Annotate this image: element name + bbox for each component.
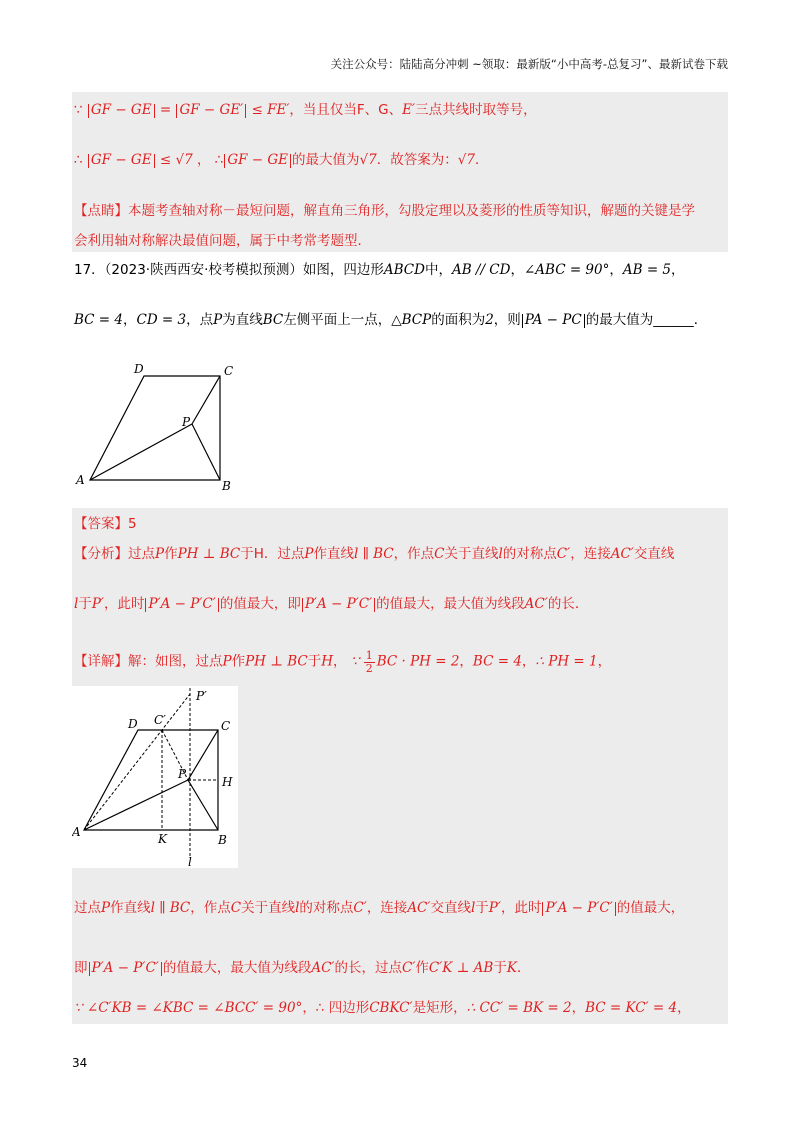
fig2-label-p: P <box>178 767 187 781</box>
fig2-label-b: B <box>218 833 227 847</box>
fig1-label-b: B <box>222 479 231 492</box>
fig2-label-p-prime: P′ <box>196 689 207 703</box>
answer-line: 【答案】5 <box>74 516 137 532</box>
fig2-label-l: l <box>188 855 192 868</box>
prev-note-line-2: 会利用轴对称解决最值问题，属于中考常考题型． <box>74 233 371 249</box>
problem-line-1: 17．（2023·陕西西安·校考模拟预测）如图，四边形ABCD中，AB // CD，∠ABC = 90°，AB = 5， <box>74 262 685 278</box>
fig1-label-a: A <box>76 473 85 487</box>
prev-note-line-1: 【点睛】本题考查轴对称－最短问题，解直角三角形，勾股定理以及菱形的性质等知识，解题的关键是学 <box>74 203 695 219</box>
fig2-label-h: H <box>222 775 233 789</box>
detail-line-1: 【详解】解：如图，过点P作PH ⊥ BC于H， ∵ $\frac{1}{2}$ BC · PH = 2，BC = 4，∴ PH = 1， <box>74 649 612 675</box>
fig2-label-c-prime: C′ <box>154 713 166 727</box>
fraction-one-half: $\frac{1}{2}$ <box>365 649 373 675</box>
analysis-line-2: l于P′，此时 P′A − P′C′ 的值最大，即 P′A − P′C′ 的值最大，最大值为线段AC′的长． <box>74 596 589 612</box>
solution-line-2: 即 P′A − P′C′ 的值最大，最大值为线段AC′的长，过点C′作C′K ⊥ AB于K． <box>74 960 531 976</box>
solution-line-1: 过点P作直线l ∥ BC，作点C关于直线l的对称点C′，连接AC′交直线l于P′，此时 P′A − P′C′ 的值最大， <box>74 900 685 916</box>
analysis-line-1: 【分析】过点P作PH ⊥ BC于H．过点P作直线l ∥ BC，作点C关于直线l的对称点C′，连接AC′交直线 <box>74 546 675 562</box>
fig2-label-d: D <box>128 717 138 731</box>
quadrilateral-abcd-2 <box>84 730 218 830</box>
segment-pb <box>192 424 220 480</box>
page-header: 关注公众号：陆陆高分冲刺 ~领取：最新版“小中高考-总复习”、最新试卷下载 <box>330 57 728 71</box>
fig2-label-a: A <box>72 825 81 839</box>
problem-line-2: BC = 4，CD = 3，点P为直线BC左侧平面上一点，△BCP的面积为2，则 PA − PC 的最大值为______． <box>74 312 708 328</box>
segment-pc <box>192 376 220 424</box>
quadrilateral-abcd <box>90 376 220 480</box>
figure-solution <box>72 686 238 868</box>
figure-quadrilateral <box>72 362 252 492</box>
line-ac-prime <box>84 694 190 830</box>
segment-pc-2 <box>188 730 218 780</box>
fig1-label-p: P <box>182 415 191 429</box>
solution-line-3: ∵ ∠C′KB = ∠KBC = ∠BCC′ = 90°，∴ 四边形CBKC′是矩形，∴ CC′ = BK = 2，BC = KC′ = 4， <box>74 1000 691 1016</box>
prev-line-1: ∵ GF − GE = GF − GE′ ≤ FE′，当且仅当F、G、E′三点共线时取等号， <box>74 102 537 118</box>
fig2-label-c: C <box>221 719 231 733</box>
fig1-label-d: D <box>134 362 144 376</box>
segment-pb-2 <box>188 780 218 830</box>
fig2-label-k: K <box>158 832 167 846</box>
page-number: 34 <box>72 1056 88 1070</box>
segment-ap <box>90 424 192 480</box>
prev-line-2: ∴ GF − GE ≤ √7 ， ∴ GF − GE 的最大值为√7．故答案为：√7． <box>74 152 489 168</box>
segment-ap-2 <box>84 780 188 830</box>
fig1-label-c: C <box>224 364 234 378</box>
